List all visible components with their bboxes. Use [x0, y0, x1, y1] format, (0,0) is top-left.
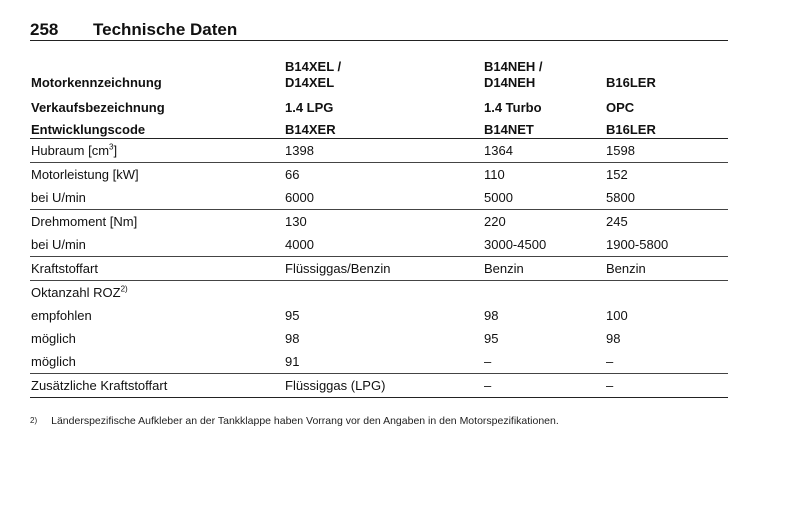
torque-row [30, 210, 728, 234]
displacement-row [30, 139, 728, 163]
table-cell: 245 [605, 210, 728, 234]
table-cell: 110 [483, 163, 605, 187]
page-header [30, 20, 728, 40]
footnote [30, 415, 559, 427]
row-label: möglich [31, 330, 76, 346]
table-cell: 98 [285, 330, 300, 346]
table-cell: 95 [484, 330, 499, 346]
sales-name-col-1: 1.4 LPG [285, 100, 334, 115]
engine-spec-table [30, 55, 728, 398]
table-cell: 5800 [606, 189, 635, 205]
table-cell [483, 281, 605, 305]
table-cell: 4000 [285, 236, 314, 252]
row-label: Drehmoment [Nm] [30, 210, 284, 234]
fuel-type-row [30, 257, 728, 281]
additional-fuel-row [30, 374, 728, 398]
table-cell: 91 [285, 353, 300, 369]
engine-code-col-1: B14XEL / D14XEL [285, 59, 342, 90]
dev-code-col-2: B14NET [483, 116, 605, 139]
table-cell: Benzin [605, 257, 728, 281]
table-cell: – [605, 374, 728, 398]
sales-name-label: Verkaufsbezeichnung [31, 100, 165, 115]
sales-name-row [30, 92, 728, 116]
table-cell: 66 [284, 163, 483, 187]
table-cell: 100 [606, 307, 628, 323]
engine-code-col-3: B16LER [606, 75, 656, 90]
table-cell: 98 [606, 330, 621, 346]
table-cell: 5000 [484, 189, 513, 205]
table-cell: 1364 [484, 142, 513, 158]
sales-name-col-2: 1.4 Turbo [484, 100, 542, 115]
table-cell: 220 [483, 210, 605, 234]
table-cell: 1900-5800 [606, 236, 669, 252]
row-label: Zusätzliche Kraftstoffart [30, 374, 284, 398]
row-label: bei U/min [31, 236, 86, 252]
table-cell: Benzin [483, 257, 605, 281]
power-rpm-row [30, 186, 728, 210]
dev-code-row [30, 116, 728, 139]
power-row [30, 163, 728, 187]
row-label: Hubraum $[cm^3]$ [31, 142, 118, 158]
dev-code-col-1: B14XER [284, 116, 483, 139]
table-cell: 95 [285, 307, 300, 323]
torque-rpm-row [30, 233, 728, 257]
table-cell: 130 [284, 210, 483, 234]
table-cell: 1398 [285, 142, 314, 158]
table-cell: – [484, 353, 492, 369]
header-rule [30, 40, 728, 41]
octane-recommended-row [30, 304, 728, 327]
engine-code-row [30, 55, 728, 92]
footnote-mark: 2) [30, 416, 38, 425]
row-label: empfohlen [31, 307, 92, 323]
row-label: möglich [31, 353, 76, 369]
table-cell: 6000 [285, 189, 314, 205]
page-number: 258 [30, 20, 59, 39]
table-cell [605, 281, 728, 305]
table-cell [284, 281, 483, 305]
row-label: Motorleistung [kW] [30, 163, 284, 187]
row-label: Kraftstoffart [30, 257, 284, 281]
row-label: bei U/min [31, 189, 86, 205]
engine-code-label: Motorkennzeichnung [31, 75, 162, 90]
table-cell: Flüssiggas (LPG) [284, 374, 483, 398]
dev-code-label: Entwicklungscode [30, 116, 284, 139]
table-cell: 98 [484, 307, 499, 323]
table-cell: 3000-4500 [484, 236, 547, 252]
sales-name-col-3: OPC [606, 100, 635, 115]
table-cell: Flüssiggas/Benzin [284, 257, 483, 281]
table-cell: – [606, 353, 614, 369]
row-label: Oktanzahl ROZ$^{2)}$ [30, 281, 284, 305]
dev-code-col-3: B16LER [605, 116, 728, 139]
table-cell: – [483, 374, 605, 398]
table-cell: 152 [605, 163, 728, 187]
engine-code-col-2: B14NEH / D14NEH [484, 59, 543, 90]
octane-possible-row [30, 327, 728, 350]
section-title: Technische Daten [93, 20, 238, 39]
table-cell: 1598 [606, 142, 635, 158]
octane-row [30, 281, 728, 305]
footnote-text: Länderspezifische Aufkleber an der Tankklappe haben Vorrang vor den Angaben in den Motorspezifikationen. [51, 415, 559, 427]
octane-possible-row-2 [30, 350, 728, 374]
